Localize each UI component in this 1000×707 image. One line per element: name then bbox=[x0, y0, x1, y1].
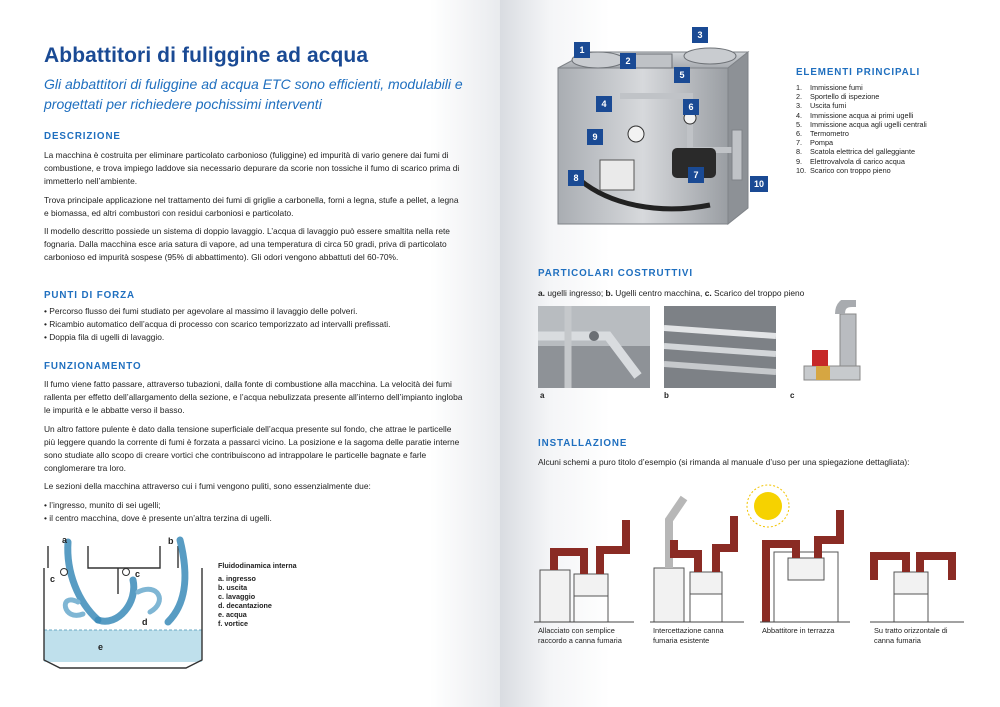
installation-caption-1: Allacciato con semplice raccordo a canna fumaria bbox=[538, 626, 622, 645]
diagram-water-area bbox=[44, 630, 202, 662]
list-item: 5. Immissione acqua agli ugelli centrali bbox=[796, 119, 927, 129]
diagram-legend-item: e. acqua bbox=[218, 610, 247, 619]
photo-badge-8: 8 bbox=[568, 170, 584, 186]
paragraph: Le sezioni della macchina attraverso cui i fumi vengono puliti, sono essenzialmente due: bbox=[44, 481, 371, 492]
diagram-flow-arrow-out bbox=[168, 540, 185, 622]
scheme-2 bbox=[650, 498, 744, 622]
flue-pipe bbox=[766, 544, 796, 622]
photo-badge-10: 10 bbox=[750, 176, 768, 192]
detail-photo-a bbox=[538, 306, 650, 388]
photo-pipe-horizontal bbox=[804, 366, 860, 380]
section-heading-descrizione: DESCRIZIONE bbox=[44, 131, 121, 142]
section-heading-punti-di-forza: PUNTI DI FORZA bbox=[44, 290, 135, 301]
particolari-caption: a. ugelli ingresso; b. Ugelli centro macchina, c. Scarico del troppo pieno bbox=[538, 288, 805, 298]
fluid-dynamics-diagram bbox=[38, 532, 208, 672]
list-item: • Percorso flusso dei fumi studiato per agevolare al massimo il lavaggio delle polveri. bbox=[44, 306, 358, 316]
section-heading-elementi: ELEMENTI PRINCIPALI bbox=[796, 67, 921, 78]
list-item: • il centro macchina, dove è presente un’altra terzina di ugelli. bbox=[44, 512, 272, 523]
installation-caption-2: Intercettazione canna fumaria esistente bbox=[653, 626, 724, 645]
section-heading-particolari: PARTICOLARI COSTRUTTIVI bbox=[538, 268, 693, 279]
detail-label-c: c bbox=[790, 391, 795, 400]
outlet-flange bbox=[684, 48, 736, 64]
detail-photo-b bbox=[664, 306, 776, 388]
list-item: 9. Elettrovalvola di carico acqua bbox=[796, 156, 905, 166]
photo-badge-2: 2 bbox=[620, 53, 636, 69]
photo-valve bbox=[812, 350, 828, 366]
photo-badge-7: 7 bbox=[688, 167, 704, 183]
installazione-intro: Alcuni schemi a puro titolo d’esempio (si rimanda al manuale d’uso per una spiegazione dettagliata): bbox=[538, 457, 910, 467]
abatement-unit bbox=[574, 574, 608, 596]
page-subtitle: Gli abbattitori di fuliggine ad acqua ETC sono efficienti, modulabili e progettati per richiedere pochissimi interventi bbox=[44, 76, 463, 112]
list-item: 2. Sportello di ispezione bbox=[796, 92, 880, 102]
elementi-list bbox=[796, 83, 927, 175]
diagram-legend-title: Fluidodinamica interna bbox=[218, 561, 297, 570]
list-item: • Ricambio automatico dell’acqua di processo con scarico temporizzato ad intervalli prefissati. bbox=[44, 319, 391, 330]
photo-elbow bbox=[840, 302, 856, 314]
list-item: 8. Scatola elettrica del galleggiante bbox=[796, 147, 916, 157]
photo-badge-1: 1 bbox=[574, 42, 590, 58]
right-page bbox=[500, 0, 1000, 707]
diagram-legend-item: a. ingresso bbox=[218, 574, 256, 583]
section-heading-funzionamento: FUNZIONAMENTO bbox=[44, 361, 142, 372]
photo-pipe-vertical bbox=[840, 314, 856, 374]
list-item: 6. Termometro bbox=[796, 129, 849, 139]
pressure-gauge bbox=[628, 126, 644, 142]
list-item: • Doppia fila di ugelli di lavaggio. bbox=[44, 332, 165, 343]
diagram-label-b: b bbox=[168, 536, 174, 546]
paragraph: Il fumo viene fatto passare, attraverso tubazioni, dalla fonte di combustione alla macchina. La velocità dei fumi rallenta per effetto dell’allargamento della sezione, e l’acqua nebulizzata presente all’interno dell’impianto ingloba le impurità e le abbatte verso il basso. bbox=[44, 379, 463, 416]
diagram-legend-item: d. decantazione bbox=[218, 601, 272, 610]
diagram-label-c: c bbox=[50, 574, 56, 584]
diagram-legend-item: b. uscita bbox=[218, 583, 248, 592]
descrizione-text bbox=[44, 149, 464, 270]
photo-badge-6: 6 bbox=[683, 99, 699, 115]
diagram-label-a: a bbox=[62, 535, 68, 545]
photo-badge-3: 3 bbox=[692, 27, 708, 43]
detail-photo-c bbox=[790, 300, 870, 392]
list-item: 4. Immissione acqua ai primi ugelli bbox=[796, 110, 914, 120]
list-item: • l’ingresso, munito di sei ugelli; bbox=[44, 499, 161, 510]
sun-icon bbox=[754, 492, 782, 520]
diagram-vortex-arrow-2 bbox=[138, 589, 159, 612]
flue-pipe bbox=[674, 540, 698, 572]
oven-unit bbox=[540, 570, 570, 622]
detail-label-b: b bbox=[664, 391, 669, 400]
detail-label-a: a bbox=[540, 391, 545, 400]
photo-badge-9: 9 bbox=[587, 129, 603, 145]
abatement-support bbox=[574, 596, 608, 622]
diagram-nozzle bbox=[123, 569, 130, 576]
diagram-label-e: e bbox=[98, 642, 104, 652]
scheme-4 bbox=[870, 556, 964, 622]
oven-unit bbox=[654, 568, 684, 622]
section-heading-installazione: INSTALLAZIONE bbox=[538, 438, 628, 449]
photo-badge-5: 5 bbox=[674, 67, 690, 83]
paragraph: Un altro fattore pulente è dato dalla tensione superficiale dell’acqua presente sul fondo, che attrae le particelle più leggere quando la corrente di fumi è forzata a passarci vicino. La posizione e la sagoma delle paratie interne sono studiate allo scopo di creare vortici che contribuiscono ad intrappolare le particelle bagnate e farle conglomerare tra loro. bbox=[44, 423, 460, 474]
page-title: Abbattitori di fuliggine ad acqua bbox=[44, 44, 369, 67]
abatement-unit bbox=[788, 558, 824, 580]
scheme-3 bbox=[760, 510, 850, 622]
inspection-door bbox=[632, 54, 672, 68]
list-item: 1. Immissione fumi bbox=[796, 83, 863, 92]
abatement-support bbox=[690, 594, 722, 622]
drain-pipe bbox=[732, 130, 742, 180]
electric-box bbox=[600, 160, 634, 190]
flue-pipe bbox=[716, 516, 734, 572]
diagram-vortex-arrow bbox=[65, 600, 83, 615]
list-item: 10. Scarico con troppo pieno bbox=[796, 165, 891, 175]
abatement-support bbox=[894, 594, 928, 622]
abatement-unit bbox=[894, 572, 928, 594]
scheme-1 bbox=[534, 520, 634, 622]
product-photo bbox=[540, 30, 780, 230]
diagram-legend-item: f. vortice bbox=[218, 619, 248, 628]
list-item: 7. Pompa bbox=[796, 138, 834, 148]
installation-schemes bbox=[534, 480, 974, 625]
abatement-unit bbox=[690, 572, 722, 594]
photo-fitting bbox=[816, 366, 830, 380]
paragraph: Il modello descritto possiede un sistema di doppio lavaggio. L’acqua di lavaggio può essere smaltita nella rete fognaria. Dalla macchina esce aria satura di vapore, ad una temperatura di circa 50 gradi, priva di particolato carbonioso ed impurità sospese (95% di abbattimento). Gli odori vengono abbattuti del 60-70%. bbox=[44, 226, 450, 263]
paragraph: La macchina è costruita per eliminare particolato carbonioso (fuliggine) ed impurità di vario genere dai fumi di combustione, e trova impiego laddove sia necessario depurare da scorie non tossiche il fumo di scarico prima di immetterlo nell’ambiente. bbox=[44, 150, 460, 187]
installation-caption-4: Su tratto orizzontale di canna fumaria bbox=[874, 626, 948, 645]
diagram-nozzle bbox=[61, 569, 68, 576]
punti-list bbox=[44, 305, 464, 345]
flue-pipe bbox=[600, 520, 626, 574]
paragraph: Trova principale applicazione nel trattamento dei fumi di griglie a carbonella, forni a legna, stufe a pellet, a legna e biomassa, ed altri combustori con residui carboniosi e particolato. bbox=[44, 194, 459, 218]
diagram-flow-arrow-in bbox=[68, 542, 98, 620]
photo-nozzle bbox=[589, 331, 599, 341]
funzionamento-text bbox=[44, 378, 464, 525]
installation-caption-3: Abbattitore in terrazza bbox=[762, 626, 835, 635]
machine-body bbox=[558, 68, 728, 224]
photo-badge-4: 4 bbox=[596, 96, 612, 112]
diagram-legend-item: c. lavaggio bbox=[218, 592, 256, 601]
diagram-label-c2: c bbox=[135, 569, 141, 579]
diagram-label-d: d bbox=[142, 617, 148, 627]
flue-pipe bbox=[818, 510, 840, 558]
diagram-flow-arrow-mid bbox=[98, 580, 134, 621]
diagram-legend bbox=[218, 561, 297, 628]
list-item: 3. Uscita fumi bbox=[796, 101, 847, 111]
